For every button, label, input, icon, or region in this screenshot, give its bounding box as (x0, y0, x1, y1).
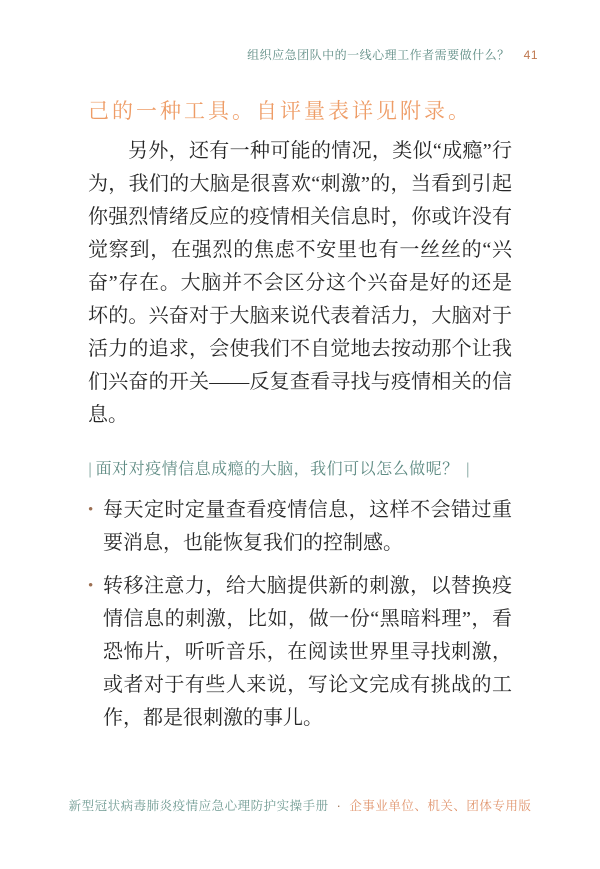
body-paragraph: 另外，还有一种可能的情况，类似“成瘾”行为，我们的大脑是很喜欢“刺激”的，当看到引起你强烈情绪反应的疫情相关信息时，你或许没有觉察到，在强烈的焦虑不安里也有一丝丝的“兴奋”存在。大脑并不会区分这个兴奋是好的还是坏的。兴奋对于大脑来说代表着活力，大脑对于活力的追求，会使我们不自觉地去按动那个让我们兴奋的开关——反复查看寻找与疫情相关的信息。 (88, 140, 512, 426)
section-question-text: 面对对疫情信息成瘾的大脑，我们可以怎么做呢？ (95, 461, 459, 478)
chapter-title: 组织应急团队中的一线心理工作者需要做什么？ (247, 48, 510, 62)
bullet-list (88, 494, 512, 735)
section-question-heading (88, 458, 512, 482)
page-content (88, 96, 512, 735)
page-number: 41 (523, 48, 538, 62)
lead-sentence: 己的一种工具。自评量表详见附录。 (88, 99, 472, 123)
footer-edition: 企事业单位、机关、团体专用版 (349, 799, 532, 813)
heading-right-bar: | (465, 461, 471, 478)
running-header (247, 46, 538, 63)
bullet-text: 转移注意力，给大脑提供新的刺激，以替换疫情信息的刺激，比如，做一份“黑暗料理”，看恐怖片，听听音乐，在阅读世界里寻找刺激，或者对于有些人来说，写论文完成有挑战的工作，都是很刺激的事儿。 (103, 575, 512, 729)
bullet-text: 每天定时定量查看疫情信息，这样不会错过重要消息，也能恢复我们的控制感。 (103, 499, 512, 554)
bullet-dot-icon: • (88, 578, 94, 594)
list-item (88, 494, 512, 560)
list-item (88, 570, 512, 735)
footer-book-title: 新型冠状病毒肺炎疫情应急心理防护实操手册 (68, 799, 329, 813)
running-footer (0, 796, 600, 814)
footer-separator-dot: · (336, 799, 342, 813)
bullet-dot-icon: • (88, 502, 94, 518)
heading-left-bar: | (88, 461, 93, 478)
